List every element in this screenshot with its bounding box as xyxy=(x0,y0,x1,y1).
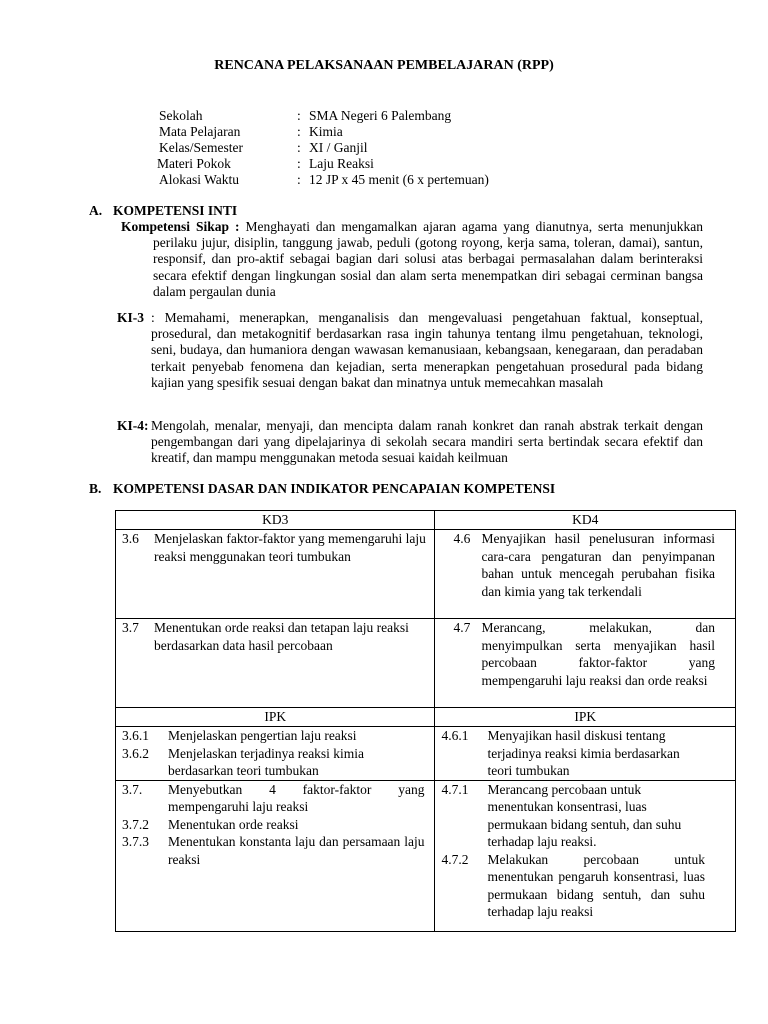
list-item xyxy=(453,619,715,689)
ki3-text xyxy=(117,310,703,391)
table-header-row xyxy=(116,511,736,530)
item-text: Menyebutkan 4 faktor-faktor yang mempengaruhi laju reaksi xyxy=(168,781,425,814)
ki4-text-content: Mengolah, menalar, menyaji, dan mencipta dalam ranah konkret dan ranah abstrak terkait dengan pengembangan dari yang dipelajarinya di sekolah secara mandiri serta bertindak secara efektif dan kreatif, dan mampu menggunakan metoda sesuai kaidah keilmuan xyxy=(151,418,703,466)
ipk-header-right: IPK xyxy=(435,708,736,727)
section-letter: B. xyxy=(89,481,102,496)
ipk4-cell xyxy=(435,727,736,781)
kd4-header: KD4 xyxy=(435,511,736,530)
item-number: 4.7.2 xyxy=(441,851,469,867)
list-item xyxy=(122,619,428,654)
kompetensi-sikap-paragraph xyxy=(121,219,703,300)
section-title: KOMPETENSI DASAR DAN INDIKATOR PENCAPAIAN KOMPETENSI xyxy=(113,481,556,496)
item-text: Menjelaskan faktor-faktor yang memengaruhi laju reaksi menggunakan teori tumbukan xyxy=(154,531,426,564)
ki4-label: KI-4: xyxy=(117,418,149,433)
ipk-header-row xyxy=(116,708,736,727)
section-title: KOMPETENSI INTI xyxy=(113,203,238,218)
ipk3-cell xyxy=(116,780,435,931)
ki3-label: KI-3 xyxy=(117,310,144,325)
item-number: 3.7.3 xyxy=(122,834,149,849)
item-text: Menentukan konstanta laju dan persamaan laju reaksi xyxy=(168,834,425,867)
ki3-block xyxy=(117,310,703,391)
item-text: Menentukan orde reaksi dan tetapan laju reaksi berdasarkan data hasil percobaan xyxy=(154,620,409,653)
kd4-cell xyxy=(435,619,736,708)
identity-value: Kimia xyxy=(309,124,343,139)
item-number: 3.7 xyxy=(122,620,139,635)
identity-value: 12 JP x 45 menit (6 x pertemuan) xyxy=(309,172,489,187)
item-text: Menentukan orde reaksi xyxy=(168,816,299,832)
item-text: Menjelaskan pengertian laju reaksi xyxy=(168,728,357,743)
item-number: 3.7. xyxy=(122,781,143,797)
identity-label: Sekolah xyxy=(159,108,203,123)
item-number: 3.6 xyxy=(122,531,139,546)
kd3-cell xyxy=(116,619,435,708)
identity-label: Materi Pokok xyxy=(157,156,231,171)
identity-label: Alokasi Waktu xyxy=(159,172,240,187)
item-text: Menyajikan hasil penelusuran informasi cara-cara pengaturan dan penyimpanan bahan untuk mencegah perubahan fisika dan kimia yang tak terkendali xyxy=(481,531,715,599)
section-b-heading xyxy=(89,481,555,497)
list-item xyxy=(122,530,428,565)
identity-colon: : xyxy=(297,172,301,187)
identity-colon: : xyxy=(297,108,301,123)
item-text: Melakukan percobaan untuk menentukan pengaruh konsentrasi, luas permukaan bidang sentuh, dan suhu terhadap laju reaksi xyxy=(487,851,705,919)
table-row xyxy=(116,727,736,781)
identity-colon: : xyxy=(297,140,301,155)
item-number: 4.6.1 xyxy=(441,728,469,743)
item-text: Menyajikan hasil diskusi tentang terjadinya reaksi kimia berdasarkan teori tumbukan xyxy=(487,728,680,778)
table-row xyxy=(116,780,736,931)
list-item xyxy=(441,781,705,851)
section-a-heading xyxy=(89,203,237,219)
item-number: 3.6.1 xyxy=(122,728,149,743)
list-item xyxy=(122,745,424,780)
identity-value: Laju Reaksi xyxy=(309,156,374,171)
list-item xyxy=(441,727,705,780)
table-row xyxy=(116,619,736,708)
item-number: 3.7.2 xyxy=(122,816,149,832)
ipk4-cell xyxy=(435,780,736,931)
sikap-label: Kompetensi Sikap : xyxy=(121,219,240,234)
item-number: 4.7.1 xyxy=(441,781,469,797)
kd-ipk-table xyxy=(115,510,736,932)
kd4-cell xyxy=(435,530,736,619)
item-number: 4.6 xyxy=(453,531,471,546)
identity-label: Mata Pelajaran xyxy=(159,124,241,139)
ipk3-cell xyxy=(116,727,435,781)
item-text: Menjelaskan terjadinya reaksi kimia berdasarkan teori tumbukan xyxy=(168,745,365,778)
item-text: Merancang percobaan untuk menentukan konsentrasi, luas permukaan bidang sentuh, dan suhu terhadap laju reaksi. xyxy=(487,781,682,849)
kd3-cell xyxy=(116,530,435,619)
ki3-text-content: : Memahami, menerapkan, menganalisis dan mengevaluasi pengetahuan faktual, konseptual, prosedural, dan metakognitif berdasarkan rasa ingin tahunya tentang ilmu pengetahuan, teknologi, seni, budaya, dan humaniora dengan wawasan kemanusiaan, kebangsaan, kenegaraan, dan peradaban terkait penyebab fenomena dan kejadian, serta menerapkan pengetahuan prosedural pada bidang kajian yang spesifik sesuai dengan bakat dan minatnya untuk memecahkan masalah xyxy=(151,310,703,390)
item-number: 3.6.2 xyxy=(122,745,149,761)
section-letter: A. xyxy=(89,203,103,218)
ki4-text xyxy=(117,418,703,467)
item-text: Merancang, melakukan, dan menyimpulkan serta menyajikan hasil percobaan faktor-faktor yang mempengaruhi laju reaksi dan orde reaksi xyxy=(481,620,715,688)
list-item xyxy=(453,530,715,600)
ipk-header-left: IPK xyxy=(116,708,435,727)
sikap-text: Menghayati dan mengamalkan ajaran agama yang dianutnya, serta menunjukkan perilaku jujur, disiplin, tanggung jawab, peduli (gotong royong, kerja sama, toleran, damai), santun, responsif, dan pro-aktif sebagai bagian dari solusi atas berbagai permasalahan dalam berinteraksi secara efektif dengan lingkungan sosial dan alam serta menempatkan diri sebagai cerminan bangsa dalam pergaulan dunia xyxy=(153,219,704,299)
page-title: RENCANA PELAKSANAAN PEMBELAJARAN (RPP) xyxy=(214,58,554,73)
identity-colon: : xyxy=(297,156,301,171)
item-number: 4.7 xyxy=(453,620,471,635)
list-item xyxy=(122,833,424,868)
identity-label: Kelas/Semester xyxy=(159,140,243,155)
ki4-block xyxy=(117,418,703,467)
identity-value: SMA Negeri 6 Palembang xyxy=(309,108,452,123)
list-item xyxy=(122,816,424,834)
kd3-header: KD3 xyxy=(116,511,435,530)
identity-value: XI / Ganjil xyxy=(309,140,368,155)
list-item xyxy=(122,727,424,745)
list-item xyxy=(122,781,424,816)
list-item xyxy=(441,851,705,921)
table-row xyxy=(116,530,736,619)
identity-colon: : xyxy=(297,124,301,139)
